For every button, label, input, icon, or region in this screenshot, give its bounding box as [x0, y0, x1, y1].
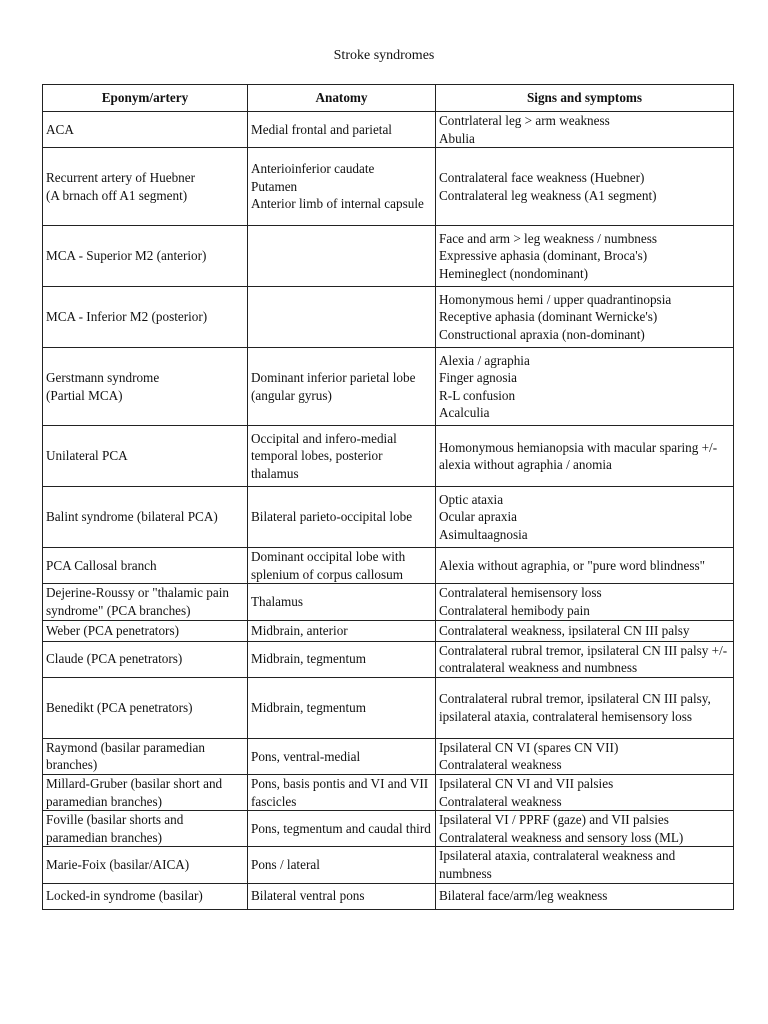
- cell-eponym: [43, 487, 248, 548]
- cell-text: Optic ataxia Ocular apraxia Asimultaagnosia: [439, 491, 528, 542]
- cell-anatomy: [248, 348, 436, 426]
- table-row: [43, 487, 734, 548]
- cell-text: Pons, basis pontis and VI and VII fascicles: [251, 775, 429, 809]
- table-row: [43, 847, 734, 883]
- cell-signs: [436, 774, 734, 810]
- cell-text: Benedikt (PCA penetrators): [46, 699, 193, 715]
- cell-anatomy: [248, 641, 436, 677]
- table-row: [43, 811, 734, 847]
- cell-eponym: [43, 774, 248, 810]
- cell-eponym: [43, 811, 248, 847]
- cell-text: MCA - Inferior M2 (posterior): [46, 309, 208, 325]
- cell-anatomy: [248, 584, 436, 620]
- table-row: [43, 287, 734, 348]
- cell-text: Midbrain, anterior: [251, 622, 348, 638]
- cell-text: Pons / lateral: [251, 857, 320, 873]
- cell-anatomy: [248, 548, 436, 584]
- table-row: [43, 738, 734, 774]
- cell-text: Unilateral PCA: [46, 448, 128, 464]
- cell-text: Contralateral hemisensory loss Contralateral hemibody pain: [439, 585, 602, 618]
- cell-eponym: [43, 847, 248, 883]
- cell-signs: [436, 847, 734, 883]
- cell-anatomy: [248, 112, 436, 148]
- cell-eponym: [43, 112, 248, 148]
- cell-anatomy: [248, 738, 436, 774]
- cell-text: Balint syndrome (bilateral PCA): [46, 509, 218, 525]
- cell-text: Foville (basilar shorts and paramedian branches): [46, 812, 184, 845]
- cell-eponym: [43, 620, 248, 641]
- cell-anatomy: [248, 226, 436, 287]
- table-row: [43, 620, 734, 641]
- page-title: Stroke syndromes: [333, 48, 435, 63]
- table-row: [43, 584, 734, 620]
- cell-signs: [436, 148, 734, 226]
- cell-text: Alexia / agraphia Finger agnosia R-L confusion Acalculia: [439, 352, 530, 421]
- stroke-syndromes-table: [42, 84, 734, 910]
- table-row: [43, 348, 734, 426]
- cell-text: Gerstmann syndrome (Partial MCA): [46, 370, 160, 403]
- cell-anatomy: [248, 148, 436, 226]
- cell-eponym: [43, 584, 248, 620]
- cell-eponym: [43, 641, 248, 677]
- cell-text: Alexia without agraphia, or "pure word blindness": [439, 557, 706, 573]
- cell-signs: [436, 883, 734, 909]
- cell-text: Contrlateral leg > arm weakness Abulia: [439, 113, 610, 146]
- cell-text: Ipsilateral ataxia, contralateral weakness and numbness: [439, 848, 676, 881]
- header-row: [43, 85, 734, 112]
- cell-eponym: [43, 287, 248, 348]
- cell-text: Dejerine-Roussy or "thalamic pain syndrome" (PCA branches): [46, 585, 229, 618]
- cell-text: Contralateral rubral tremor, ipsilateral CN III palsy +/- contralateral weakness and numbness: [439, 642, 728, 676]
- cell-text: Homonymous hemi / upper quadrantinopsia Receptive aphasia (dominant Wernicke's) Constructional apraxia (non-dominant): [439, 291, 672, 342]
- table-row: [43, 426, 734, 487]
- cell-text: Dominant occipital lobe with splenium of corpus callosum: [251, 549, 406, 582]
- table-row: [43, 548, 734, 584]
- cell-eponym: [43, 348, 248, 426]
- cell-anatomy: [248, 620, 436, 641]
- cell-anatomy: [248, 774, 436, 810]
- cell-anatomy: [248, 677, 436, 738]
- cell-anatomy: [248, 487, 436, 548]
- cell-eponym: [43, 148, 248, 226]
- header-eponym: Eponym/artery: [43, 85, 248, 112]
- cell-eponym: [43, 226, 248, 287]
- table-row: [43, 677, 734, 738]
- cell-eponym: [43, 738, 248, 774]
- cell-text: Locked-in syndrome (basilar): [46, 888, 203, 904]
- cell-text: Medial frontal and parietal: [251, 121, 392, 137]
- cell-signs: [436, 226, 734, 287]
- cell-eponym: [43, 426, 248, 487]
- cell-signs: [436, 738, 734, 774]
- cell-text: ACA: [46, 121, 74, 137]
- table-body: [43, 112, 734, 910]
- table-row: [43, 774, 734, 810]
- cell-signs: [436, 677, 734, 738]
- cell-text: Homonymous hemianopsia with macular sparing +/- alexia without agraphia / anomia: [439, 439, 718, 473]
- cell-text: Midbrain, tegmentum: [251, 651, 367, 667]
- cell-text: PCA Callosal branch: [46, 557, 157, 573]
- cell-eponym: [43, 548, 248, 584]
- cell-text: Claude (PCA penetrators): [46, 651, 183, 667]
- cell-text: Face and arm > leg weakness / numbness Expressive aphasia (dominant, Broca's) Hemineglect (nondominant): [439, 230, 658, 281]
- cell-text: Midbrain, tegmentum: [251, 699, 367, 715]
- cell-signs: [436, 287, 734, 348]
- cell-signs: [436, 487, 734, 548]
- header-anatomy: Anatomy: [248, 85, 436, 112]
- cell-signs: [436, 641, 734, 677]
- cell-anatomy: [248, 811, 436, 847]
- cell-signs: [436, 348, 734, 426]
- cell-anatomy: [248, 287, 436, 348]
- cell-text: Thalamus: [251, 594, 304, 610]
- cell-anatomy: [248, 883, 436, 909]
- header-signs: Signs and symptoms: [436, 85, 734, 112]
- cell-text: Dominant inferior parietal lobe (angular gyrus): [251, 370, 416, 403]
- cell-eponym: [43, 677, 248, 738]
- cell-signs: [436, 620, 734, 641]
- cell-text: Marie-Foix (basilar/AICA): [46, 857, 190, 873]
- cell-signs: [436, 584, 734, 620]
- cell-text: Pons, tegmentum and caudal third: [251, 820, 431, 836]
- cell-text: Pons, ventral-medial: [251, 748, 361, 764]
- cell-text: Weber (PCA penetrators): [46, 622, 179, 638]
- cell-text: Ipsilateral VI / PPRF (gaze) and VII palsies Contralateral weakness and sensory loss (ML): [439, 812, 684, 845]
- table-row: [43, 112, 734, 148]
- cell-text: Contralateral weakness, ipsilateral CN III palsy: [439, 622, 690, 638]
- table-row: [43, 883, 734, 909]
- cell-text: Recurrent artery of Huebner (A brnach off A1 segment): [46, 170, 196, 203]
- cell-anatomy: [248, 847, 436, 883]
- cell-text: Anterioinferior caudate Putamen Anterior limb of internal capsule: [251, 161, 424, 212]
- cell-text: MCA - Superior M2 (anterior): [46, 248, 207, 264]
- cell-text: Millard-Gruber (basilar short and paramedian branches): [46, 775, 223, 809]
- cell-anatomy: [248, 426, 436, 487]
- cell-text: Raymond (basilar paramedian branches): [46, 739, 205, 773]
- cell-signs: [436, 112, 734, 148]
- cell-signs: [436, 811, 734, 847]
- cell-signs: [436, 548, 734, 584]
- cell-text: Contralateral rubral tremor, ipsilateral CN III palsy, ipsilateral ataxia, contralateral hemisensory loss: [439, 691, 711, 724]
- cell-text: Occipital and infero-medial temporal lobes, posterior thalamus: [251, 430, 397, 481]
- cell-text: Contralateral face weakness (Huebner) Contralateral leg weakness (A1 segment): [439, 170, 657, 203]
- table-row: [43, 641, 734, 677]
- cell-text: Bilateral parieto-occipital lobe: [251, 509, 413, 525]
- table-row: [43, 148, 734, 226]
- cell-text: Bilateral face/arm/leg weakness: [439, 888, 608, 904]
- cell-text: Ipsilateral CN VI and VII palsies Contralateral weakness: [439, 775, 614, 809]
- cell-signs: [436, 426, 734, 487]
- cell-text: Bilateral ventral pons: [251, 888, 365, 904]
- table-row: [43, 226, 734, 287]
- cell-text: Ipsilateral CN VI (spares CN VII) Contralateral weakness: [439, 739, 619, 773]
- cell-eponym: [43, 883, 248, 909]
